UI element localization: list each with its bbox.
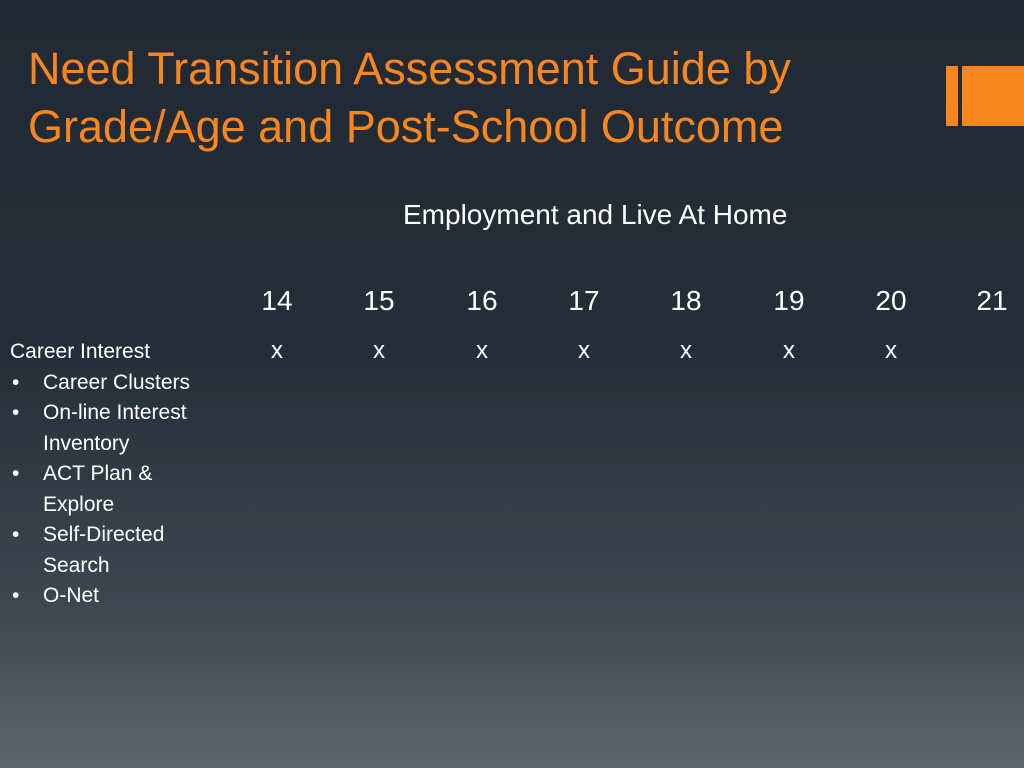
table-cell-age-17: x <box>578 337 590 364</box>
age-header-20: 20 <box>875 285 907 316</box>
list-item <box>10 520 228 581</box>
list-item-label: On-line Interest Inventory <box>43 401 187 455</box>
bullet-icon: • <box>12 584 20 607</box>
bullet-icon: • <box>12 523 20 546</box>
slide-title <box>28 40 928 156</box>
bullet-icon: • <box>12 462 20 485</box>
table-cell-age-15: x <box>373 337 385 364</box>
assessment-list <box>10 368 250 612</box>
table-cell-age-18: x <box>680 337 692 364</box>
age-header-18: 18 <box>670 285 702 316</box>
age-header-14: 14 <box>261 285 293 316</box>
age-header-16: 16 <box>466 285 498 316</box>
list-item <box>10 398 228 459</box>
table-cell-age-19: x <box>783 337 795 364</box>
brand-mark-icon <box>946 66 1024 126</box>
brand-mark-block <box>962 66 1024 126</box>
age-header-21: 21 <box>976 285 1008 316</box>
row-header-career-interest <box>10 337 250 612</box>
list-item <box>10 581 228 612</box>
bullet-icon: • <box>12 370 20 394</box>
table-cell-age-20: x <box>885 337 897 364</box>
list-item-label: Career Clusters <box>43 370 191 394</box>
list-item-label: ACT Plan & Explore <box>43 462 153 516</box>
bullet-icon: • <box>12 401 20 424</box>
table-caption: Employment and Live At Home <box>403 199 788 230</box>
list-item <box>10 368 228 399</box>
row-label: Career Interest <box>10 340 151 363</box>
slide-title-line-2: Grade/Age and Post-School Outcome <box>28 101 784 152</box>
list-item <box>10 459 228 520</box>
list-item-label: Self-Directed Search <box>43 523 165 577</box>
age-header-19: 19 <box>773 285 805 316</box>
table-cell-age-14: x <box>271 337 283 364</box>
list-item-label: O-Net <box>43 584 100 607</box>
slide-title-line-1: Need Transition Assessment Guide by <box>28 43 791 94</box>
brand-mark-bar <box>946 66 958 126</box>
age-header-15: 15 <box>363 285 395 316</box>
table-cell-age-16: x <box>476 337 488 364</box>
age-header-17: 17 <box>568 285 600 316</box>
